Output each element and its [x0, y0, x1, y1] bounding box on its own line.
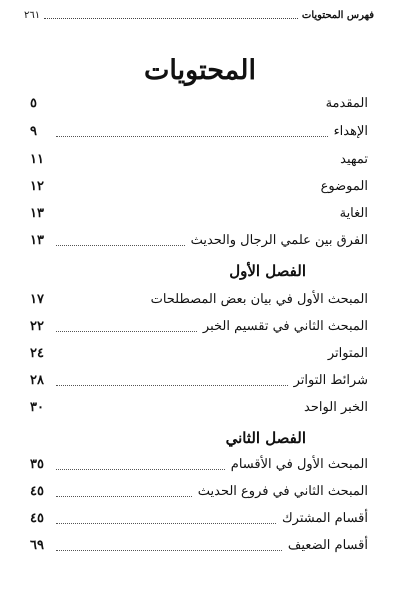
toc-entry[interactable]	[30, 456, 368, 474]
toc-entry-page: ٢٤	[30, 346, 44, 361]
toc-entry-page: ٢٢	[30, 319, 44, 334]
toc-entry-page: ١١	[30, 152, 44, 167]
toc-entry[interactable]	[30, 483, 368, 501]
toc-entry-title: الخبر الواحد	[304, 400, 368, 415]
toc-entry[interactable]	[30, 205, 368, 223]
toc-entry[interactable]	[30, 318, 368, 336]
toc-entry-leader	[56, 550, 282, 551]
toc-entry-page: ٤٥	[30, 511, 44, 526]
toc-entry-page: ٩	[30, 124, 37, 139]
toc-entry-page: ١٢	[30, 179, 44, 194]
toc-entry-leader	[56, 385, 288, 386]
running-head-dot-leader	[44, 18, 298, 19]
running-head-page-number: ٢٦١	[24, 10, 41, 21]
toc-entry-page: ٦٩	[30, 538, 44, 553]
running-head-title: فهرس المحتويات	[301, 10, 374, 21]
toc-entry-title: المبحث الثاني في تقسيم الخبر	[202, 319, 368, 334]
toc-entry-page: ٤٥	[30, 484, 44, 499]
toc-entry-title: الإهداء	[333, 124, 368, 139]
chapter-heading: الفصل الثاني	[225, 429, 306, 447]
toc-entry-title: شرائط التواتر	[293, 373, 368, 388]
toc-entry[interactable]	[30, 510, 368, 528]
toc-entry-title: المبحث الثاني في فروع الحديث	[197, 484, 368, 499]
toc-entry-title: أقسام الضعيف	[287, 538, 368, 553]
toc-entry[interactable]	[30, 291, 368, 309]
toc-entry[interactable]	[30, 399, 368, 417]
toc-entry-leader	[56, 245, 185, 246]
toc-entry[interactable]	[30, 345, 368, 363]
toc-entry[interactable]	[30, 123, 368, 141]
toc-entry-page: ١٣	[30, 206, 44, 221]
toc-entry-title: الموضوع	[320, 179, 368, 194]
toc-entry-title: تمهيد	[340, 152, 368, 167]
toc-entry[interactable]	[30, 151, 368, 169]
toc-entry-title: أقسام المشترك	[281, 511, 368, 526]
toc-entry-page: ٣٠	[30, 400, 44, 415]
toc-entry-page: ٥	[30, 96, 37, 111]
running-head	[24, 10, 374, 22]
toc-entry-title: المقدمة	[325, 96, 368, 111]
toc-entry[interactable]	[30, 372, 368, 390]
toc-entry-title: المبحث الأول في الأقسام	[230, 457, 368, 472]
toc-entry-leader	[56, 136, 328, 137]
toc-entry-page: ١٣	[30, 233, 44, 248]
toc-entry-page: ٣٥	[30, 457, 44, 472]
toc-entry-leader	[56, 469, 225, 470]
toc-entry-title: المبحث الأول في بيان بعض المصطلحات	[150, 292, 368, 307]
toc-entry-leader	[56, 331, 197, 332]
toc-entry[interactable]	[30, 537, 368, 555]
toc-entry-page: ٢٨	[30, 373, 44, 388]
toc-entry-leader	[56, 523, 276, 524]
toc-entry[interactable]	[30, 95, 368, 113]
toc-entry-title: الغاية	[339, 206, 368, 221]
chapter-heading: الفصل الأول	[229, 262, 306, 280]
toc-entry-page: ١٧	[30, 292, 44, 307]
toc-entry[interactable]	[30, 178, 368, 196]
page-title: المحتويات	[143, 55, 257, 86]
toc-entry-leader	[56, 496, 192, 497]
toc-entry-title: المتواتر	[327, 346, 368, 361]
toc-entry-title: الفرق بين علمي الرجال والحديث	[190, 233, 368, 248]
toc-entry[interactable]	[30, 232, 368, 250]
